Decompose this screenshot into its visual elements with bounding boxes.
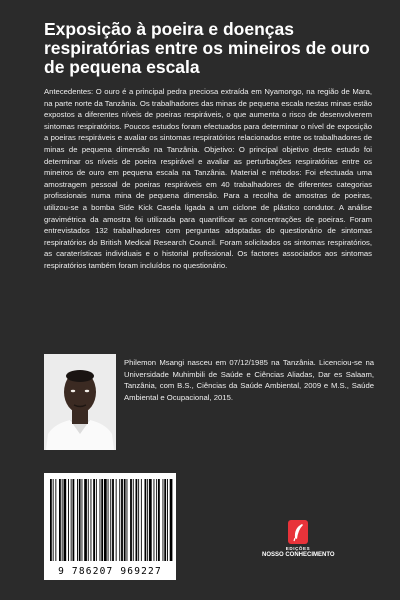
author-photo xyxy=(44,354,116,450)
quill-pen-icon xyxy=(288,520,308,544)
author-bio: Philemon Msangi nasceu em 07/12/1985 na Tanzânia. Licenciou-se na Universidade Muhimbili de Saúde e Ciências Aliadas, Dar es Salaam, Tanzânia, com B.S., Ciências da Saúde Ambiental, 2009 e M.S., Saúde Ambiental e Ocupacional, 2015. xyxy=(124,358,374,402)
publisher-line1: EDIÇÕES xyxy=(285,546,311,551)
book-title: Exposição à poeira e doenças respiratórias entre os mineiros de ouro de pequena escala xyxy=(44,19,370,77)
book-abstract: Antecedentes: O ouro é a principal pedra preciosa extraída em Nyamongo, na região de Mara, na parte norte da Tanzânia. Os trabalhadores das minas de pequena escala nestas minas estão expostos a diferentes níveis de poeiras respiráveis, o que aumenta o risco de desenvolverem sintomas respiratórios. Poucos estudos foram efectuados para determinar o nível de exposição a poeiras respiráveis e avaliar os sintomas respiratórios relacionados entre os trabalhadores de minas de pequena dimensão na Tanzânia. Objetivo: O principal objetivo deste estudo foi determinar os níveis de poeira respirável e avaliar as perturbações respiratórias entre os mineiros de ouro em pequena escala na Tanzânia. Material e métodos: Foi efectuada uma amostragem pessoal de poeiras respiráveis em 40 trabalhadores de diferentes categorias profissionais numa mina de pequena dimensão. Para a recolha de amostras de poeiras, utilizou-se a bomba Side Kick Casela ligada a um ciclone de plástico condutor. A análise gravimétrica da amostra foi utilizada para quantificar as concentrações de poeiras. Foram entrevistados 132 trabalhadores com perguntas adoptadas do questionário de sintomas respiratórios do British Medical Research Council. Foram solicitados os sintomas respiratórios, as caraterísticas individuais e o historial profissional. Os factores associados aos sintomas respiratórios também foram incluídos no questionário. xyxy=(44,87,372,270)
isbn-barcode xyxy=(44,473,176,580)
publisher-line2: NOSSO CONHECIMENTO xyxy=(262,552,335,558)
publisher-logo xyxy=(262,520,334,558)
isbn-number: 9 786207 969227 xyxy=(58,566,162,577)
